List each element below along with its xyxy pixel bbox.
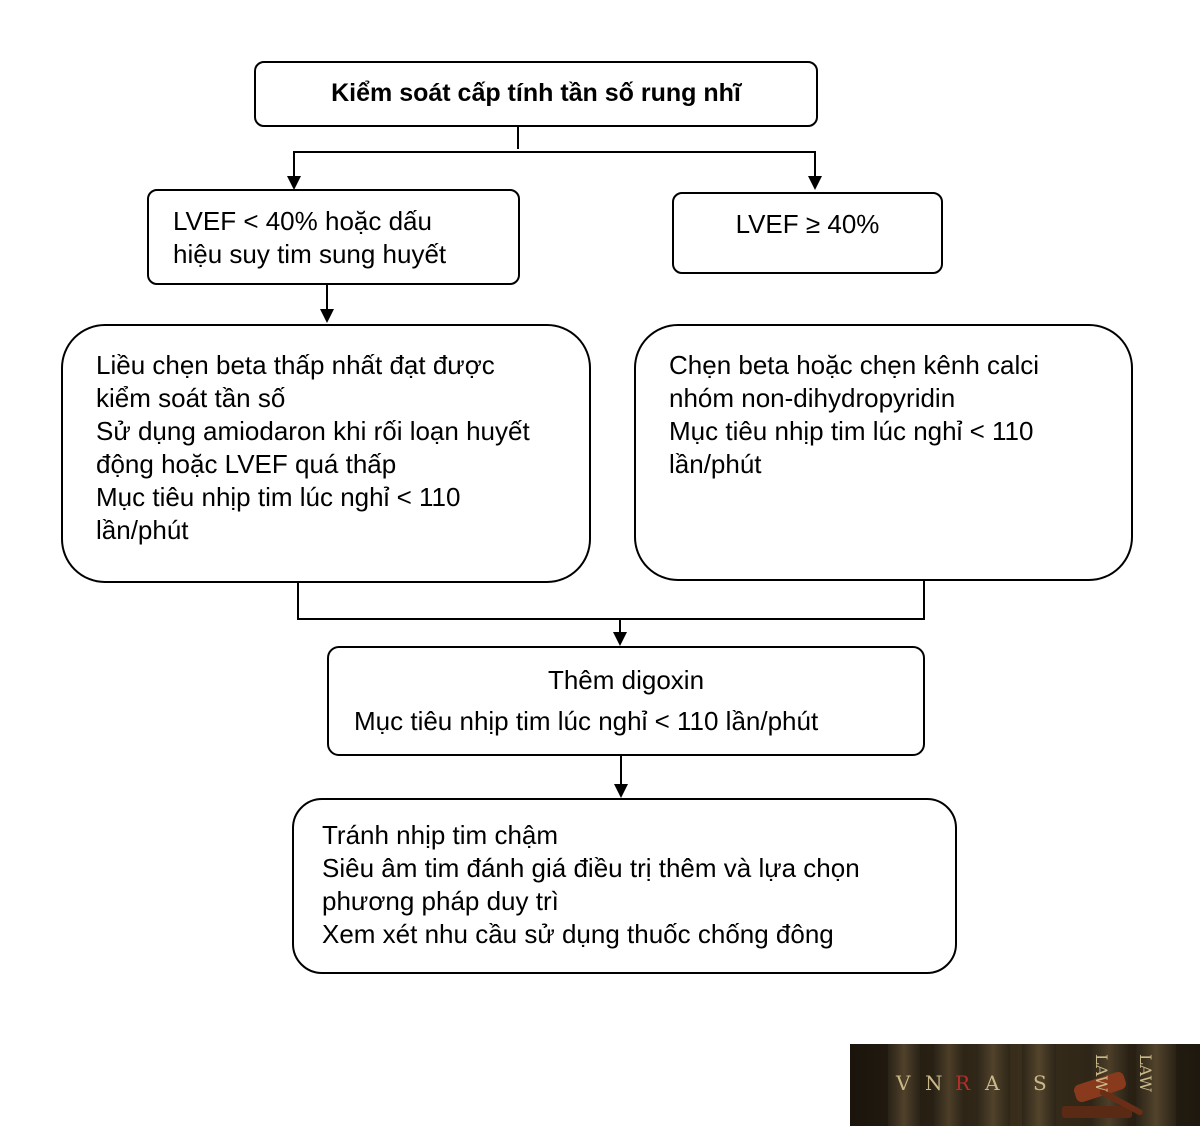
title-text: Kiểm soát cấp tính tần số rung nhĩ (331, 79, 741, 107)
final-line: Tránh nhịp tim chậm (322, 820, 559, 850)
final-line: Xem xét nhu cầu sử dụng thuốc chống đông (322, 919, 834, 949)
final-box (292, 798, 957, 974)
connector (517, 127, 519, 149)
connector (293, 151, 816, 153)
arrow-head (287, 176, 301, 190)
logo-letter: N (925, 1071, 943, 1095)
final-line: Siêu âm tim đánh giá điều trị thêm và lựa chọn (322, 853, 860, 883)
left-condition-box (147, 189, 520, 285)
connector (814, 151, 816, 176)
left-treatment-line: kiểm soát tần số (96, 383, 286, 413)
right-treatment-line: Mục tiêu nhịp tim lúc nghỉ < 110 (669, 416, 1034, 446)
arrow-head (613, 632, 627, 646)
left-condition-line: LVEF < 40% hoặc dấu (173, 206, 432, 236)
arrow-head (614, 784, 628, 798)
logo-letter: LAW (1092, 1054, 1111, 1092)
logo-letter: V (896, 1071, 911, 1095)
logo-letter: LAW (1136, 1054, 1155, 1092)
left-treatment-line: Mục tiêu nhịp tim lúc nghỉ < 110 (96, 482, 461, 512)
logo-letter: A (985, 1071, 1000, 1095)
digoxin-target: Mục tiêu nhịp tim lúc nghỉ < 110 lần/phút (354, 706, 819, 736)
logo-letter: S (1033, 1071, 1047, 1095)
right-treatment-line: Chẹn beta hoặc chẹn kênh calci (669, 350, 1040, 380)
vnras-law-logo (850, 1044, 1200, 1126)
left-treatment-line: Liều chẹn beta thấp nhất đạt được (96, 350, 495, 380)
left-condition-line: hiệu suy tim sung huyết (173, 239, 447, 269)
left-treatment-box (61, 324, 591, 583)
right-treatment-line: lần/phút (669, 449, 762, 479)
connector (297, 618, 925, 620)
final-line: phương pháp duy trì (322, 886, 559, 916)
left-treatment-line: lần/phút (96, 515, 189, 545)
left-treatment-line: động hoặc LVEF quá thấp (96, 449, 397, 479)
connector (293, 151, 295, 176)
left-treatment-line: Sử dụng amiodaron khi rối loạn huyết (96, 416, 530, 446)
right-treatment-line: nhóm non-dihydropyridin (669, 383, 956, 413)
title-box (254, 61, 818, 127)
connector (923, 581, 925, 620)
right-treatment-box (634, 324, 1133, 581)
connector (297, 583, 299, 620)
connector (620, 756, 622, 784)
arrow-head (808, 176, 822, 190)
connector (326, 285, 328, 309)
right-condition-box (672, 192, 943, 274)
logo-letter: R (955, 1071, 971, 1095)
connector (619, 618, 621, 632)
right-condition-text: LVEF ≥ 40% (735, 209, 880, 239)
digoxin-heading: Thêm digoxin (547, 665, 705, 695)
digoxin-box (327, 646, 925, 756)
arrow-head (320, 309, 334, 323)
